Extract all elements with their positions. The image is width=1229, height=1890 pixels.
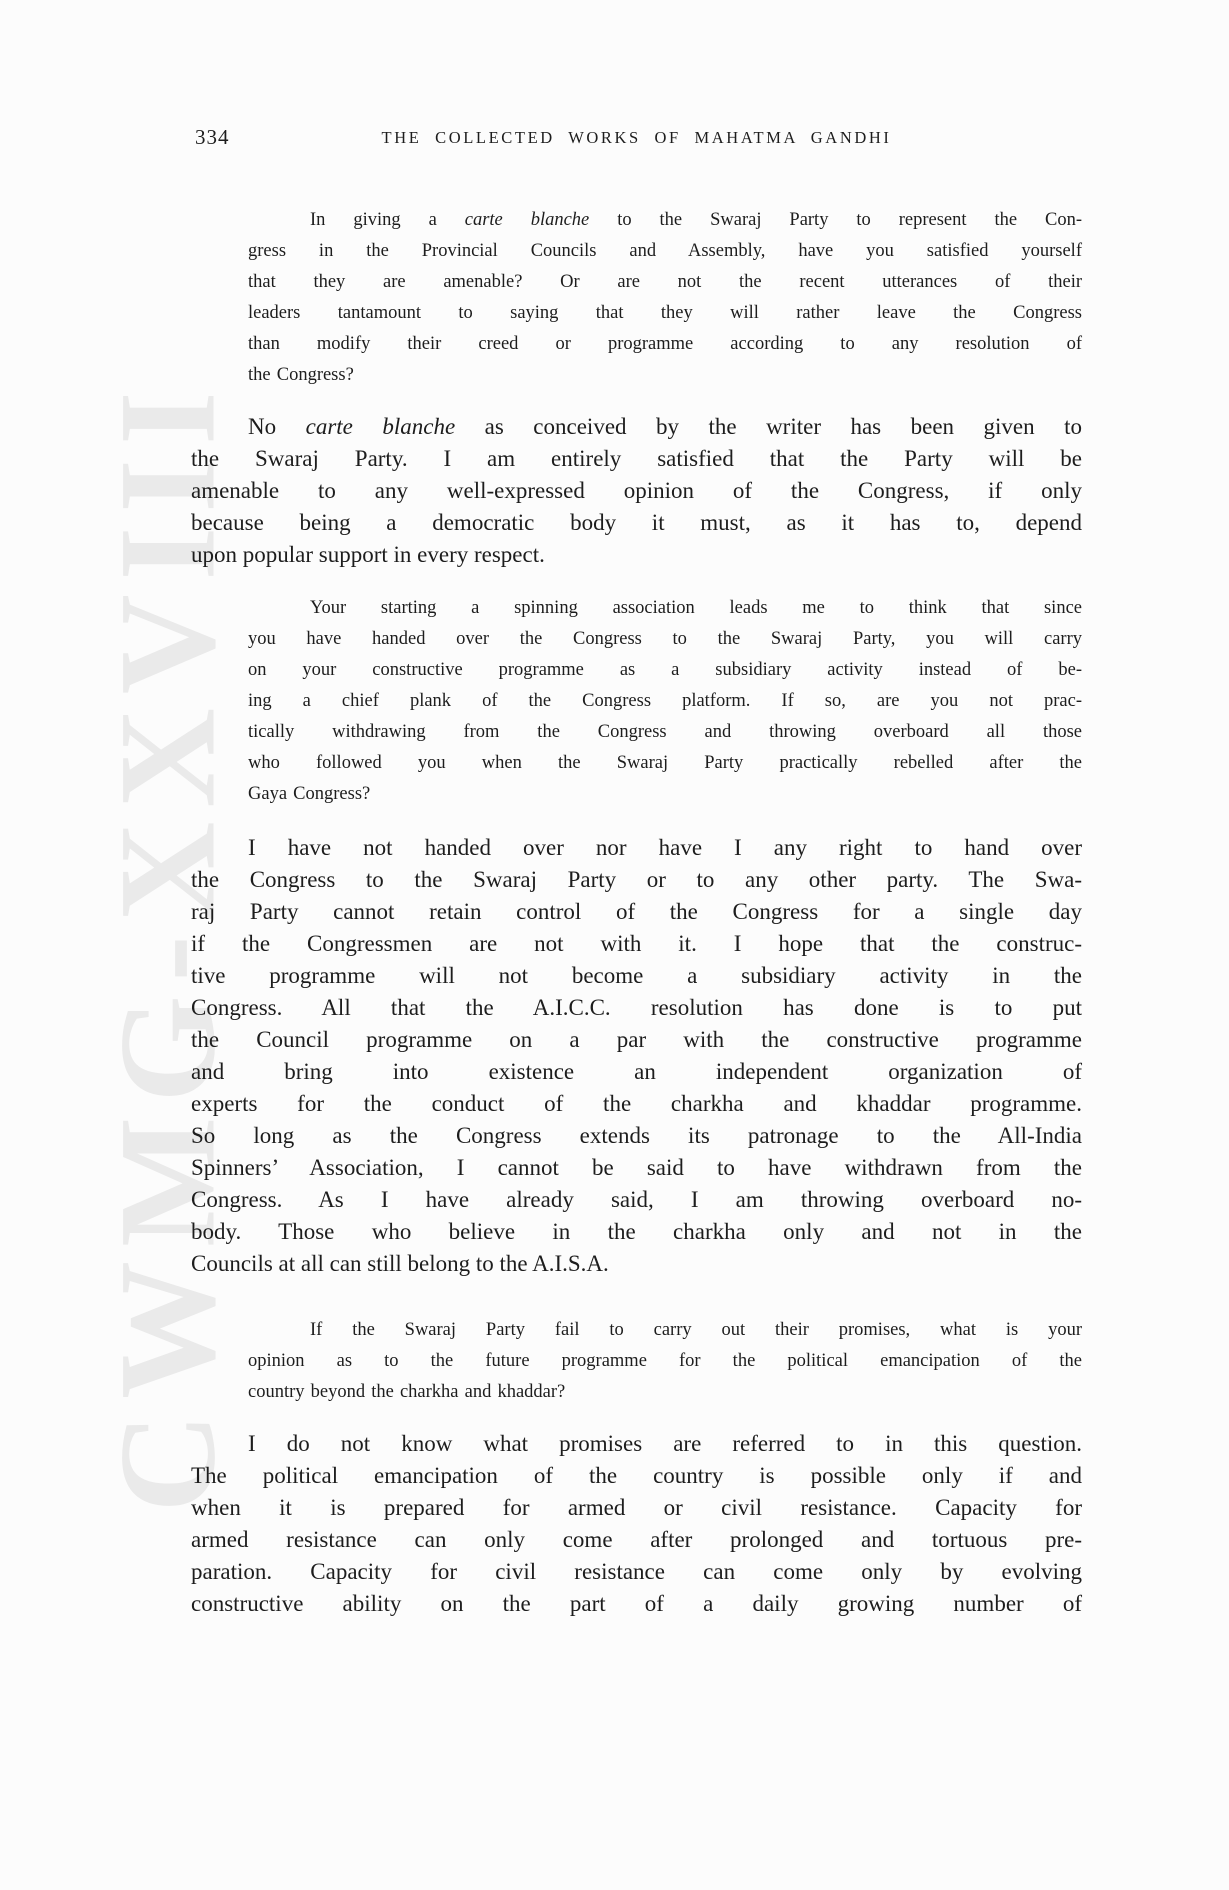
text-line: No carte blanche as conceived by the writer has been given to xyxy=(248,414,1082,439)
text-line: ing a chief plank of the Congress platform. If so, are you not prac- xyxy=(248,691,1082,711)
text-line: In giving a carte blanche to the Swaraj Party to represent the Con- xyxy=(310,210,1083,230)
text-line: amenable to any well-expressed opinion of the Congress, if only xyxy=(191,478,1082,503)
watermark: CWMG-XXVIII xyxy=(90,377,244,1513)
running-title: THE COLLECTED WORKS OF MAHATMA GANDHI xyxy=(381,128,892,147)
answer-paragraph xyxy=(191,832,1082,1280)
text-line: tive programme will not become a subsidiary activity in the xyxy=(191,963,1082,988)
text-line: the Swaraj Party. I am entirely satisfied that the Party will be xyxy=(191,446,1082,471)
text-line: The political emancipation of the country is possible only if and xyxy=(191,1463,1082,1488)
text-line: you have handed over the Congress to the Swaraj Party, you will carry xyxy=(248,629,1082,649)
text-line: leaders tantamount to saying that they will rather leave the Congress xyxy=(248,303,1082,323)
text-line: I have not handed over nor have I any right to hand over xyxy=(248,835,1082,860)
text-line: when it is prepared for armed or civil resistance. Capacity for xyxy=(191,1495,1082,1520)
text-line: country beyond the charkha and khaddar? xyxy=(248,1382,566,1402)
text-line: So long as the Congress extends its patronage to the All-India xyxy=(191,1123,1082,1148)
answer-paragraph xyxy=(191,411,1082,571)
text-line: Spinners’ Association, I cannot be said to have withdrawn from the xyxy=(191,1155,1082,1180)
text-line: armed resistance can only come after prolonged and tortuous pre- xyxy=(191,1527,1082,1552)
text-line: tically withdrawing from the Congress and throwing overboard all those xyxy=(248,722,1082,742)
text-line: the Congress to the Swaraj Party or to any other party. The Swa- xyxy=(191,867,1082,892)
text-line: upon popular support in every respect. xyxy=(191,542,545,567)
question-paragraph xyxy=(248,1315,1082,1408)
text-line: experts for the conduct of the charkha and khaddar programme. xyxy=(191,1091,1082,1116)
text-line: If the Swaraj Party fail to carry out their promises, what is your xyxy=(310,1320,1082,1340)
text-line: if the Congressmen are not with it. I hope that the construc- xyxy=(191,931,1082,956)
text-line: Gaya Congress? xyxy=(248,784,371,804)
text-line: because being a democratic body it must, as it has to, depend xyxy=(191,510,1082,535)
italic-phrase: carte blanche xyxy=(464,210,590,230)
page-number: 334 xyxy=(195,125,230,149)
text-line: I do not know what promises are referred to in this question. xyxy=(248,1431,1082,1456)
text-line: constructive ability on the part of a daily growing number of xyxy=(191,1591,1082,1616)
question-paragraph xyxy=(248,593,1082,810)
text-line: who followed you when the Swaraj Party practically rebelled after the xyxy=(248,753,1082,773)
text-line: that they are amenable? Or are not the recent utterances of their xyxy=(248,272,1082,292)
text-line: and bring into existence an independent organization of xyxy=(191,1059,1082,1084)
book-page xyxy=(191,125,1082,1620)
text-line: body. Those who believe in the charkha only and not in the xyxy=(191,1219,1082,1244)
text-line: raj Party cannot retain control of the Congress for a single day xyxy=(191,899,1082,924)
italic-phrase: carte blanche xyxy=(305,414,456,439)
text-line: the Congress? xyxy=(248,365,354,385)
text-line: paration. Capacity for civil resistance can come only by evolving xyxy=(191,1559,1082,1584)
text-line: the Council programme on a par with the constructive programme xyxy=(191,1027,1082,1052)
text-line: than modify their creed or programme according to any resolution of xyxy=(248,334,1082,354)
running-header xyxy=(191,125,1082,149)
text-line: gress in the Provincial Councils and Assembly, have you satisfied yourself xyxy=(248,241,1082,261)
page-body-text xyxy=(191,205,1082,1620)
question-paragraph xyxy=(248,205,1082,391)
text-line: Councils at all can still belong to the A.I.S.A. xyxy=(191,1251,609,1276)
text-line: opinion as to the future programme for the political emancipation of the xyxy=(248,1351,1082,1371)
text-line: Congress. As I have already said, I am throwing overboard no- xyxy=(191,1187,1082,1212)
text-line: Congress. All that the A.I.C.C. resolution has done is to put xyxy=(191,995,1082,1020)
text-line: Your starting a spinning association leads me to think that since xyxy=(310,598,1082,618)
answer-paragraph xyxy=(191,1428,1082,1620)
text-line: on your constructive programme as a subsidiary activity instead of be- xyxy=(248,660,1082,680)
